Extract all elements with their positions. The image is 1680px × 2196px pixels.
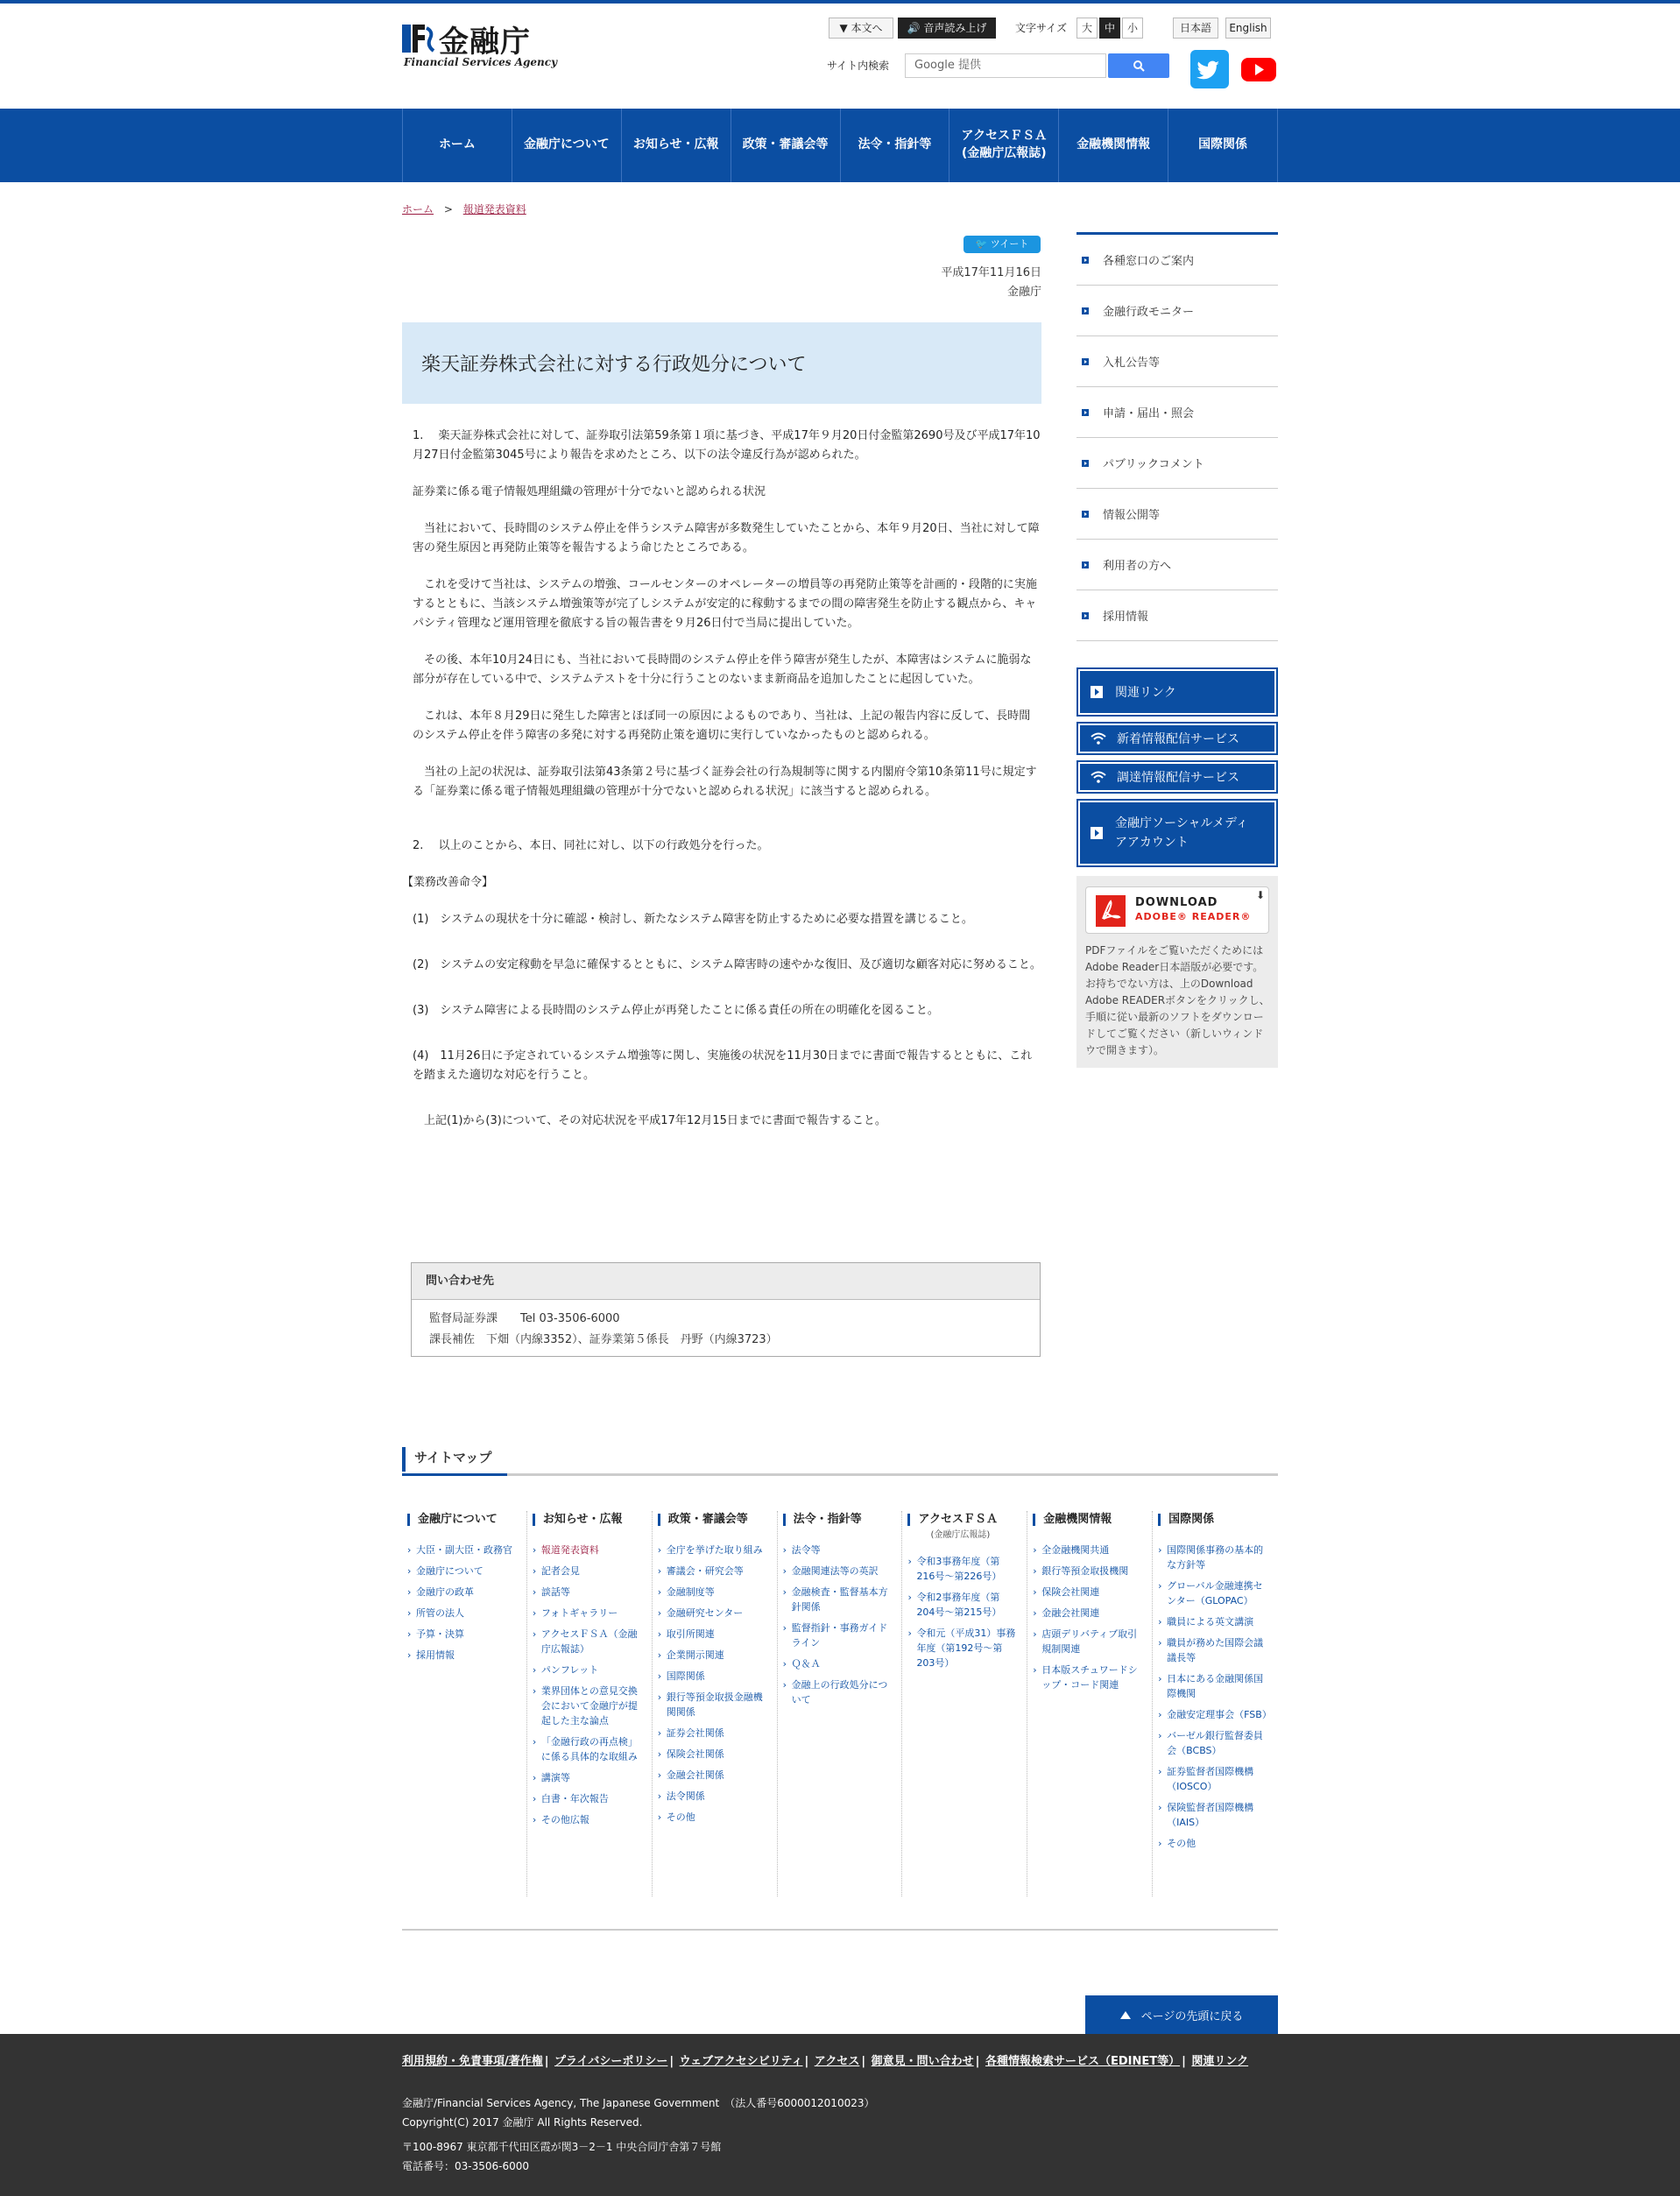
order-3: (3) システム障害による長時間のシステム停止が再発したことに係る責任の所在の明確化を図ること。 (413, 1004, 939, 1017)
release-org: 金融庁 (1006, 286, 1041, 299)
site-footer (0, 2034, 1680, 2196)
search-button[interactable] (1108, 53, 1169, 78)
font-size-medium[interactable]: 中 (1099, 18, 1120, 39)
sitemap-link[interactable]: › バーゼル銀行監督委員会（BCBS） (1158, 1728, 1269, 1758)
download-arrow-icon: ⬇ (1255, 889, 1265, 901)
wifi-icon (1091, 771, 1106, 783)
sitemap-link[interactable]: › 金融関連法等の英訳 (783, 1564, 893, 1578)
logo-english: Financial Services Agency (404, 56, 558, 68)
sitemap-link[interactable]: › 金融庁の政革 (407, 1585, 518, 1599)
adobe-reader-panel (1076, 876, 1278, 1068)
arrow-icon (1082, 358, 1089, 365)
sitemap-column-heading[interactable]: 政策・審議会等 (658, 1511, 768, 1529)
footer-address: 〒100-8967 東京都千代田区霞が関3－2－1 中央合同庁舎第７号館 (402, 2141, 722, 2153)
page-top-label: ページの先頭に戻る (1140, 2009, 1244, 2023)
order-2: (2) システムの安定稼動を早急に確保するとともに、システム障害時の速やかな復旧、及び適切な顧客対応に努めること。 (413, 958, 1041, 971)
sidebar-item-contact[interactable] (1076, 235, 1278, 286)
sidebar-item-label: 利用者の方へ (1103, 560, 1172, 573)
sidebar-item-public-comment[interactable] (1076, 438, 1278, 489)
nav-laws[interactable]: 法令・指針等 (841, 109, 950, 182)
logo-text: 金融庁 (439, 25, 531, 60)
footer-link-inquiry[interactable]: 御意見・問い合わせ (871, 2055, 974, 2068)
related-links-label: 関連リンク (1115, 686, 1176, 700)
nav-policy[interactable]: 政策・審議会等 (731, 109, 841, 182)
speaker-icon: 🔊 (907, 22, 921, 34)
read-aloud-button[interactable] (898, 18, 996, 39)
sitemap-column (402, 1511, 527, 1896)
sitemap-link[interactable]: › 証券監督者国際機構（IOSCO） (1158, 1764, 1269, 1794)
sitemap-link[interactable]: › 法令関係 (658, 1789, 768, 1804)
sidebar (1076, 232, 1278, 1068)
sitemap-link-list (407, 1543, 518, 1663)
sitemap (402, 1447, 1278, 1896)
site-header (402, 4, 1278, 109)
font-size-small[interactable]: 小 (1122, 18, 1143, 39)
sidebar-item-disclosure[interactable] (1076, 489, 1278, 540)
paragraph-6: 当社の上記の状況は、証券取引法第43条第２号に基づく証券会社の行為規制等に関する内閣府令第10条第11号に規定する「証券業に係る電子情報処理組織の管理が十分でないと認められる状況」に該当すると認められる。 (413, 766, 1037, 798)
sidebar-item-label: 情報公開等 (1103, 509, 1161, 522)
paragraph-4: その後、本年10月24日にも、当社において長時間のシステム停止を伴う障害が発生したが、本障害はシステムに脆弱な部分が存在している中で、システムテストを十分に行うことのないまま新商品を追加したことに起因していた。 (413, 653, 1032, 686)
order-report: 上記(1)から(3)について、その対応状況を平成17年12月15日までに書面で報告すること。 (413, 1114, 886, 1127)
sitemap-link[interactable]: › 予算・決算 (407, 1627, 518, 1642)
sitemap-link[interactable]: › 監督指針・事務ガイドライン (783, 1621, 893, 1650)
sidebar-item-label: 各種窓口のご案内 (1103, 255, 1195, 268)
sitemap-link[interactable]: › 取引所関連 (658, 1627, 768, 1642)
sitemap-link[interactable]: › 保険監督者国際機構（IAIS） (1158, 1800, 1269, 1830)
sidebar-item-monitor[interactable] (1076, 286, 1278, 336)
paragraph-3: これを受けて当社は、システムの増強、コールセンターのオペレーターの増員等の再発防止策等を計画的・段階的に実施するとともに、当該システム増強策等が完了しシステムが安定的に稼動するまでの間の障害発生を防止する観点から、キャパシティ管理など運用管理を徹底する旨の報告書を９月26日付で当局に提出していた。 (413, 578, 1037, 630)
lang-ja-button[interactable]: 日本語 (1173, 18, 1218, 39)
youtube-link[interactable] (1239, 50, 1278, 88)
paragraph-heading: 証券業に係る電子情報処理組織の管理が十分でないと認められる状況 (413, 485, 766, 498)
procurement-service-button[interactable] (1076, 760, 1278, 794)
sitemap-link[interactable]: › 法令等 (783, 1543, 893, 1557)
tweet-label: ツイート (990, 238, 1029, 250)
sitemap-column-subheading: (金融庁広報誌) (930, 1530, 991, 1540)
sitemap-link-list (907, 1554, 1018, 1670)
sidebar-item-users[interactable] (1076, 540, 1278, 590)
sitemap-link-list (783, 1543, 893, 1707)
sitemap-link[interactable]: › Ｑ＆Ａ (783, 1656, 893, 1671)
nav-international[interactable]: 国際関係 (1168, 109, 1278, 182)
sitemap-link[interactable]: › 金融庁について (407, 1564, 518, 1578)
sidebar-item-application[interactable] (1076, 387, 1278, 438)
arrow-icon (1082, 307, 1089, 314)
sitemap-link[interactable]: › 審議会・研究会等 (658, 1564, 768, 1578)
footer-link-accessibility[interactable]: ウェブアクセシビリティ (679, 2055, 803, 2068)
sitemap-link[interactable]: › 全庁を挙げた取り組み (658, 1543, 768, 1557)
sitemap-link[interactable]: › 記者会見 (533, 1564, 643, 1578)
twitter-icon (1190, 50, 1229, 88)
arrow-icon (1082, 460, 1089, 467)
sitemap-link[interactable]: › パンフレット (533, 1663, 643, 1677)
sidebar-item-label: 金融行政モニター (1103, 306, 1195, 319)
sitemap-link[interactable]: › その他 (1158, 1836, 1269, 1851)
nav-about[interactable]: 金融庁について (512, 109, 622, 182)
sitemap-column (527, 1511, 653, 1896)
adobe-note: PDFファイルをご覧いただくためにはAdobe Reader日本語版が必要です。お持ちでない方は、上のDownload Adobe READERボタンをクリックし、手順に従い最新のソフトをダウンロードしてご覧ください（新しいウィンドウで開きます）。 (1085, 944, 1270, 1056)
footer-link-terms[interactable]: 利用規約・免責事項/著作権 (402, 2055, 543, 2068)
release-date-block (941, 264, 1041, 302)
sitemap-column-heading[interactable]: アクセスＦＳＡ (907, 1511, 1018, 1529)
sidebar-item-bidding[interactable] (1076, 336, 1278, 387)
tweet-button[interactable] (964, 236, 1041, 253)
arrow-icon (1082, 257, 1089, 264)
sitemap-link[interactable]: › 談話等 (533, 1585, 643, 1599)
sitemap-link[interactable]: › グローバル金融連携センター（GLOPAC） (1158, 1578, 1269, 1608)
sitemap-bottom-rule (402, 1929, 1278, 1931)
sidebar-item-label: 採用情報 (1103, 611, 1149, 624)
sitemap-link[interactable]: › 職員による英文講演 (1158, 1614, 1269, 1629)
arrow-icon (1082, 561, 1089, 568)
sitemap-column (653, 1511, 778, 1896)
sitemap-link[interactable]: › 銀行等預金取扱機関 (1033, 1564, 1143, 1578)
breadcrumb-separator: > (443, 203, 453, 215)
sitemap-link[interactable]: › その他広報 (533, 1812, 643, 1827)
sitemap-link[interactable]: › 証券会社関係 (658, 1726, 768, 1741)
sitemap-link[interactable]: › 講演等 (533, 1770, 643, 1785)
sitemap-column-heading[interactable]: 国際関係 (1158, 1511, 1269, 1529)
sidebar-item-recruit[interactable] (1076, 590, 1278, 641)
sitemap-link[interactable]: › 全金融機関共通 (1033, 1543, 1143, 1557)
nav-news[interactable]: お知らせ・広報 (622, 109, 731, 182)
arrow-icon (1082, 511, 1089, 518)
paragraph-2: 当社において、長時間のシステム停止を伴うシステム障害が多数発生していたことから、本年９月20日、当社に対して障害の発生原因と再発防止策等を報告するよう命じたところである。 (413, 522, 1040, 554)
lang-en-button[interactable]: English (1225, 18, 1271, 39)
search-icon (1133, 60, 1145, 72)
footer-copyright: Copyright(C) 2017 金融庁 All Rights Reserved. (402, 2116, 643, 2129)
global-navigation (0, 109, 1680, 182)
sitemap-link-list (658, 1543, 768, 1825)
sitemap-link[interactable]: › 国際関係事務の基本的な方針等 (1158, 1543, 1269, 1572)
sitemap-column-heading[interactable]: 金融機関情報 (1033, 1511, 1143, 1529)
sitemap-link[interactable]: › 金融上の行政処分について (783, 1677, 893, 1707)
sitemap-link[interactable]: › 金融研究センター (658, 1606, 768, 1621)
nav-home[interactable]: ホーム (403, 109, 512, 182)
sitemap-link[interactable]: › 職員が務めた国際会議議長等 (1158, 1635, 1269, 1665)
sitemap-link[interactable]: › 企業開示関連 (658, 1648, 768, 1663)
nav-institutions[interactable]: 金融機関情報 (1059, 109, 1168, 182)
sitemap-title: サイトマップ (402, 1447, 1278, 1472)
paragraph-5: これは、本年８月29日に発生した障害とほぼ同一の原因によるものであり、当社は、上記の報告内容に反して、長時間のシステム停止を伴う障害の多発に対する再発防止策を適切に実行していなかったものと認められる。 (413, 710, 1031, 742)
contact-heading: 問い合わせ先 (412, 1263, 1040, 1300)
footer-org: 金融庁/Financial Services Agency, The Japanese Government （法人番号6000012010023） (402, 2097, 875, 2109)
up-arrow-icon (1120, 2011, 1131, 2019)
sitemap-columns (402, 1511, 1278, 1896)
sidebar-item-label: 入札公告等 (1103, 357, 1161, 370)
sitemap-column-heading[interactable]: 金融庁について (407, 1511, 518, 1529)
font-size-large[interactable]: 大 (1076, 18, 1098, 39)
sitemap-link-list (533, 1543, 643, 1827)
paragraph-7: 2. 以上のことから、本日、同社に対し、以下の行政処分を行った。 (413, 839, 769, 852)
order-heading: 【業務改善命令】 (402, 876, 494, 889)
footer-link-related[interactable]: 関連リンク (1191, 2055, 1249, 2068)
sitemap-link[interactable]: › アクセスＦＳＡ（金融庁広報誌） (533, 1627, 643, 1656)
jump-to-body-button[interactable]: ▼ 本文へ (829, 18, 893, 39)
font-size-label: 文字サイズ (1015, 22, 1068, 34)
social-media-button[interactable] (1076, 799, 1278, 867)
twitter-link[interactable] (1190, 50, 1229, 88)
search-input[interactable]: Google 提供 (905, 53, 1106, 78)
sitemap-link[interactable]: › 令和3事務年度（第216号〜第226号） (907, 1554, 1018, 1584)
sitemap-link[interactable]: › 令和元（平成31）事務年度（第192号〜第203号） (907, 1626, 1018, 1670)
adobe-reader-label: ADOBE® READER® (1135, 911, 1252, 922)
sitemap-link[interactable]: › 日本にある金融関係国際機関 (1158, 1671, 1269, 1701)
twitter-bird-icon: 🐦 (975, 238, 988, 250)
sitemap-link[interactable]: › 所管の法人 (407, 1606, 518, 1621)
site-logo[interactable] (402, 21, 558, 74)
sitemap-link[interactable]: › 金融安定理事会（FSB） (1158, 1707, 1269, 1722)
sitemap-link[interactable]: › 報道発表資料 (533, 1543, 643, 1557)
sitemap-link[interactable]: › 国際関係 (658, 1669, 768, 1684)
sitemap-link[interactable]: › 採用情報 (407, 1648, 518, 1663)
contact-line-1: 監督局証券課 Tel 03-3506-6000 (429, 1312, 620, 1325)
wifi-icon (1091, 732, 1106, 745)
footer-link-search-services[interactable]: 各種情報検索サービス（EDINET等） (985, 2055, 1181, 2068)
sidebar-item-label: 申請・届出・照会 (1103, 407, 1195, 420)
order-4: (4) 11月26日に予定されているシステム増強等に関し、実施後の状況を11月30日までに書面で報告するとともに、これを踏まえた適切な対応を行うこと。 (413, 1049, 1033, 1082)
sidebar-item-label: パブリックコメント (1103, 458, 1204, 471)
sitemap-link[interactable]: › 「金融行政の再点検」に係る具体的な取組み (533, 1734, 643, 1764)
footer-phone: 電話番号：03-3506-6000 (402, 2160, 530, 2172)
arrow-icon (1082, 409, 1089, 416)
arrow-icon (1082, 612, 1089, 619)
related-links-button[interactable] (1076, 667, 1278, 717)
sitemap-link[interactable]: › 店頭デリバティブ取引規制関連 (1033, 1627, 1143, 1656)
sitemap-link[interactable]: › 金融会社関連 (1033, 1606, 1143, 1621)
breadcrumb-current[interactable]: 報道発表資料 (462, 203, 526, 215)
fsa-logo-icon (402, 21, 437, 56)
pdf-icon (1095, 894, 1126, 928)
sitemap-link[interactable]: › 白書・年次報告 (533, 1791, 643, 1806)
sitemap-link[interactable]: › 保険会社関係 (658, 1747, 768, 1762)
page-title: 楽天証券株式会社に対する行政処分について (402, 322, 1041, 404)
sitemap-link[interactable]: › 銀行等預金取扱金融機関関係 (658, 1690, 768, 1719)
adobe-reader-download-button[interactable] (1085, 886, 1269, 934)
sitemap-link[interactable]: › 大臣・副大臣・政務官 (407, 1543, 518, 1557)
breadcrumb (402, 201, 526, 216)
paragraph-1: 1. 楽天証券株式会社に対して、証券取引法第59条第１項に基づき、平成17年９月20日付金監第2690号及び平成17年10月27日付金監第3045号により報告を求めたところ、以下の法令違反行為が認められた。 (413, 429, 1041, 462)
sitemap-link[interactable]: › 令和2事務年度（第204号〜第215号） (907, 1590, 1018, 1620)
sitemap-link[interactable]: › 日本版スチュワードシップ・コード関連 (1033, 1663, 1143, 1692)
sitemap-link[interactable]: › 金融制度等 (658, 1585, 768, 1599)
footer-link-access[interactable]: アクセス (814, 2055, 860, 2068)
order-1: (1) システムの現状を十分に確認・検討し、新たなシステム障害を防止するために必要な措置を講じること。 (413, 913, 973, 926)
sitemap-link[interactable]: › 金融会社関係 (658, 1768, 768, 1783)
arrow-icon (1091, 827, 1103, 839)
sitemap-column (778, 1511, 903, 1896)
news-service-button[interactable] (1076, 722, 1278, 755)
sitemap-column (1027, 1511, 1153, 1896)
page-top-button[interactable] (1085, 1995, 1278, 2034)
sitemap-link-list (1033, 1543, 1143, 1692)
release-date: 平成17年11月16日 (941, 266, 1041, 279)
footer-link-privacy[interactable]: プライバシーポリシー (554, 2055, 668, 2068)
sitemap-column-heading[interactable]: 法令・指針等 (783, 1511, 893, 1529)
sitemap-link[interactable]: › その他 (658, 1810, 768, 1825)
procurement-service-label: 調達情報配信サービス (1117, 771, 1239, 785)
sitemap-column-heading[interactable]: お知らせ・広報 (533, 1511, 643, 1529)
read-aloud-label: 音声読み上げ (923, 22, 987, 34)
news-service-label: 新着情報配信サービス (1117, 732, 1239, 746)
search-label: サイト内検索 (827, 60, 890, 72)
sitemap-link[interactable]: › 業界団体との意見交換会において金融庁が提起した主な論点 (533, 1684, 643, 1728)
arrow-icon (1091, 686, 1103, 698)
adobe-download-label: DOWNLOAD (1135, 896, 1218, 909)
contact-line-2: 課長補佐 下畑（内線3352）、証券業第５係長 丹野（内線3723） (429, 1333, 778, 1346)
youtube-icon (1239, 50, 1278, 88)
sitemap-link-list (1158, 1543, 1272, 1851)
sitemap-divider (402, 1473, 1278, 1476)
breadcrumb-home[interactable]: ホーム (402, 203, 434, 215)
social-media-label: 金融庁ソーシャルメディアアカウント (1115, 816, 1248, 850)
footer-links: 利用規約・免責事項/著作権 | プライバシーポリシー | ウェブアクセシビリティ | アクセス | 御意見・問い合わせ | 各種情報検索サービス（EDINET等） | 関連リンク (402, 2055, 1249, 2068)
sitemap-link[interactable]: › 金融検査・監督基本方針関係 (783, 1585, 893, 1614)
sitemap-link[interactable]: › フォトギャラリー (533, 1606, 643, 1621)
sitemap-column (1153, 1511, 1278, 1896)
sitemap-column (902, 1511, 1027, 1896)
nav-access-fsa[interactable]: アクセスＦＳＡ (金融庁広報誌) (949, 109, 1059, 182)
article-body (402, 427, 1041, 1131)
contact-box (411, 1262, 1041, 1357)
sitemap-link[interactable]: › 保険会社関連 (1033, 1585, 1143, 1599)
